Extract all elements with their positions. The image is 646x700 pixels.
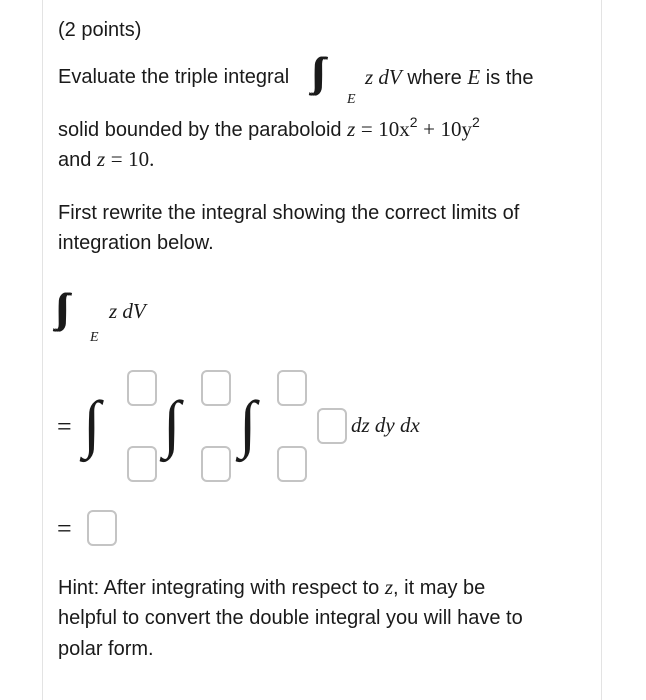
evaluate-text: Evaluate the triple integral: [58, 66, 290, 88]
is-the-text: is the: [485, 67, 534, 89]
problem-line-1: [58, 62, 289, 92]
integrand-display: z dV: [109, 299, 146, 323]
integrand-inline: z dV: [365, 65, 402, 89]
paraboloid-term-x: 10x: [378, 117, 410, 141]
equals-sign: =: [360, 117, 373, 141]
integral-middle-symbol: ∫: [163, 388, 181, 459]
equals-sign-iterated: =: [57, 412, 72, 441]
exp-x: 2: [409, 114, 418, 130]
plane-value: 10.: [128, 147, 155, 171]
problem-line-3: [58, 144, 154, 175]
region-subscript: E: [90, 330, 99, 345]
hint-post: , it may be: [393, 577, 486, 599]
lower-limit-outer-input[interactable]: [127, 446, 157, 482]
z-var: z: [347, 117, 356, 141]
instruction-line-1: First rewrite the integral showing the correct limits of: [58, 202, 520, 224]
z-var-2: z: [96, 147, 106, 171]
lower-limit-inner-input[interactable]: [277, 446, 307, 482]
equals-sign-2: =: [110, 147, 123, 171]
upper-limit-middle-input[interactable]: [201, 370, 231, 406]
upper-limit-outer-input[interactable]: [127, 370, 157, 406]
region-subscript-inline: E: [347, 92, 356, 107]
integrand-input[interactable]: [317, 408, 347, 444]
region-inline: E: [467, 65, 481, 89]
problem-line-1-rest: [365, 62, 534, 93]
hint-pre: Hint: After integrating with respect to: [58, 577, 380, 599]
exp-y: 2: [472, 114, 480, 130]
hint-var: z: [384, 575, 394, 599]
points-label: (2 points): [58, 19, 142, 41]
result-input[interactable]: [87, 510, 117, 546]
plus-sign: +: [423, 117, 435, 141]
upper-limit-inner-input[interactable]: [277, 370, 307, 406]
integral-outer-symbol: ∫: [83, 388, 101, 459]
problem-card: [42, 0, 602, 700]
hint-line-1: [58, 572, 485, 603]
hint-line-3: polar form.: [58, 638, 154, 660]
where-text: where: [407, 67, 462, 89]
paraboloid-term-y: 10y: [440, 117, 473, 141]
lower-limit-middle-input[interactable]: [201, 446, 231, 482]
integral-inner-symbol: ∫: [239, 388, 257, 459]
problem-line-2: [58, 114, 480, 146]
line2-text: solid bounded by the paraboloid: [58, 119, 342, 141]
instruction-line-2: integration below.: [58, 232, 214, 254]
differentials: dz dy dx: [351, 413, 420, 437]
equals-sign-result: =: [57, 514, 72, 543]
hint-line-2: helpful to convert the double integral you will have to: [58, 607, 523, 629]
and-text: and: [58, 149, 92, 171]
